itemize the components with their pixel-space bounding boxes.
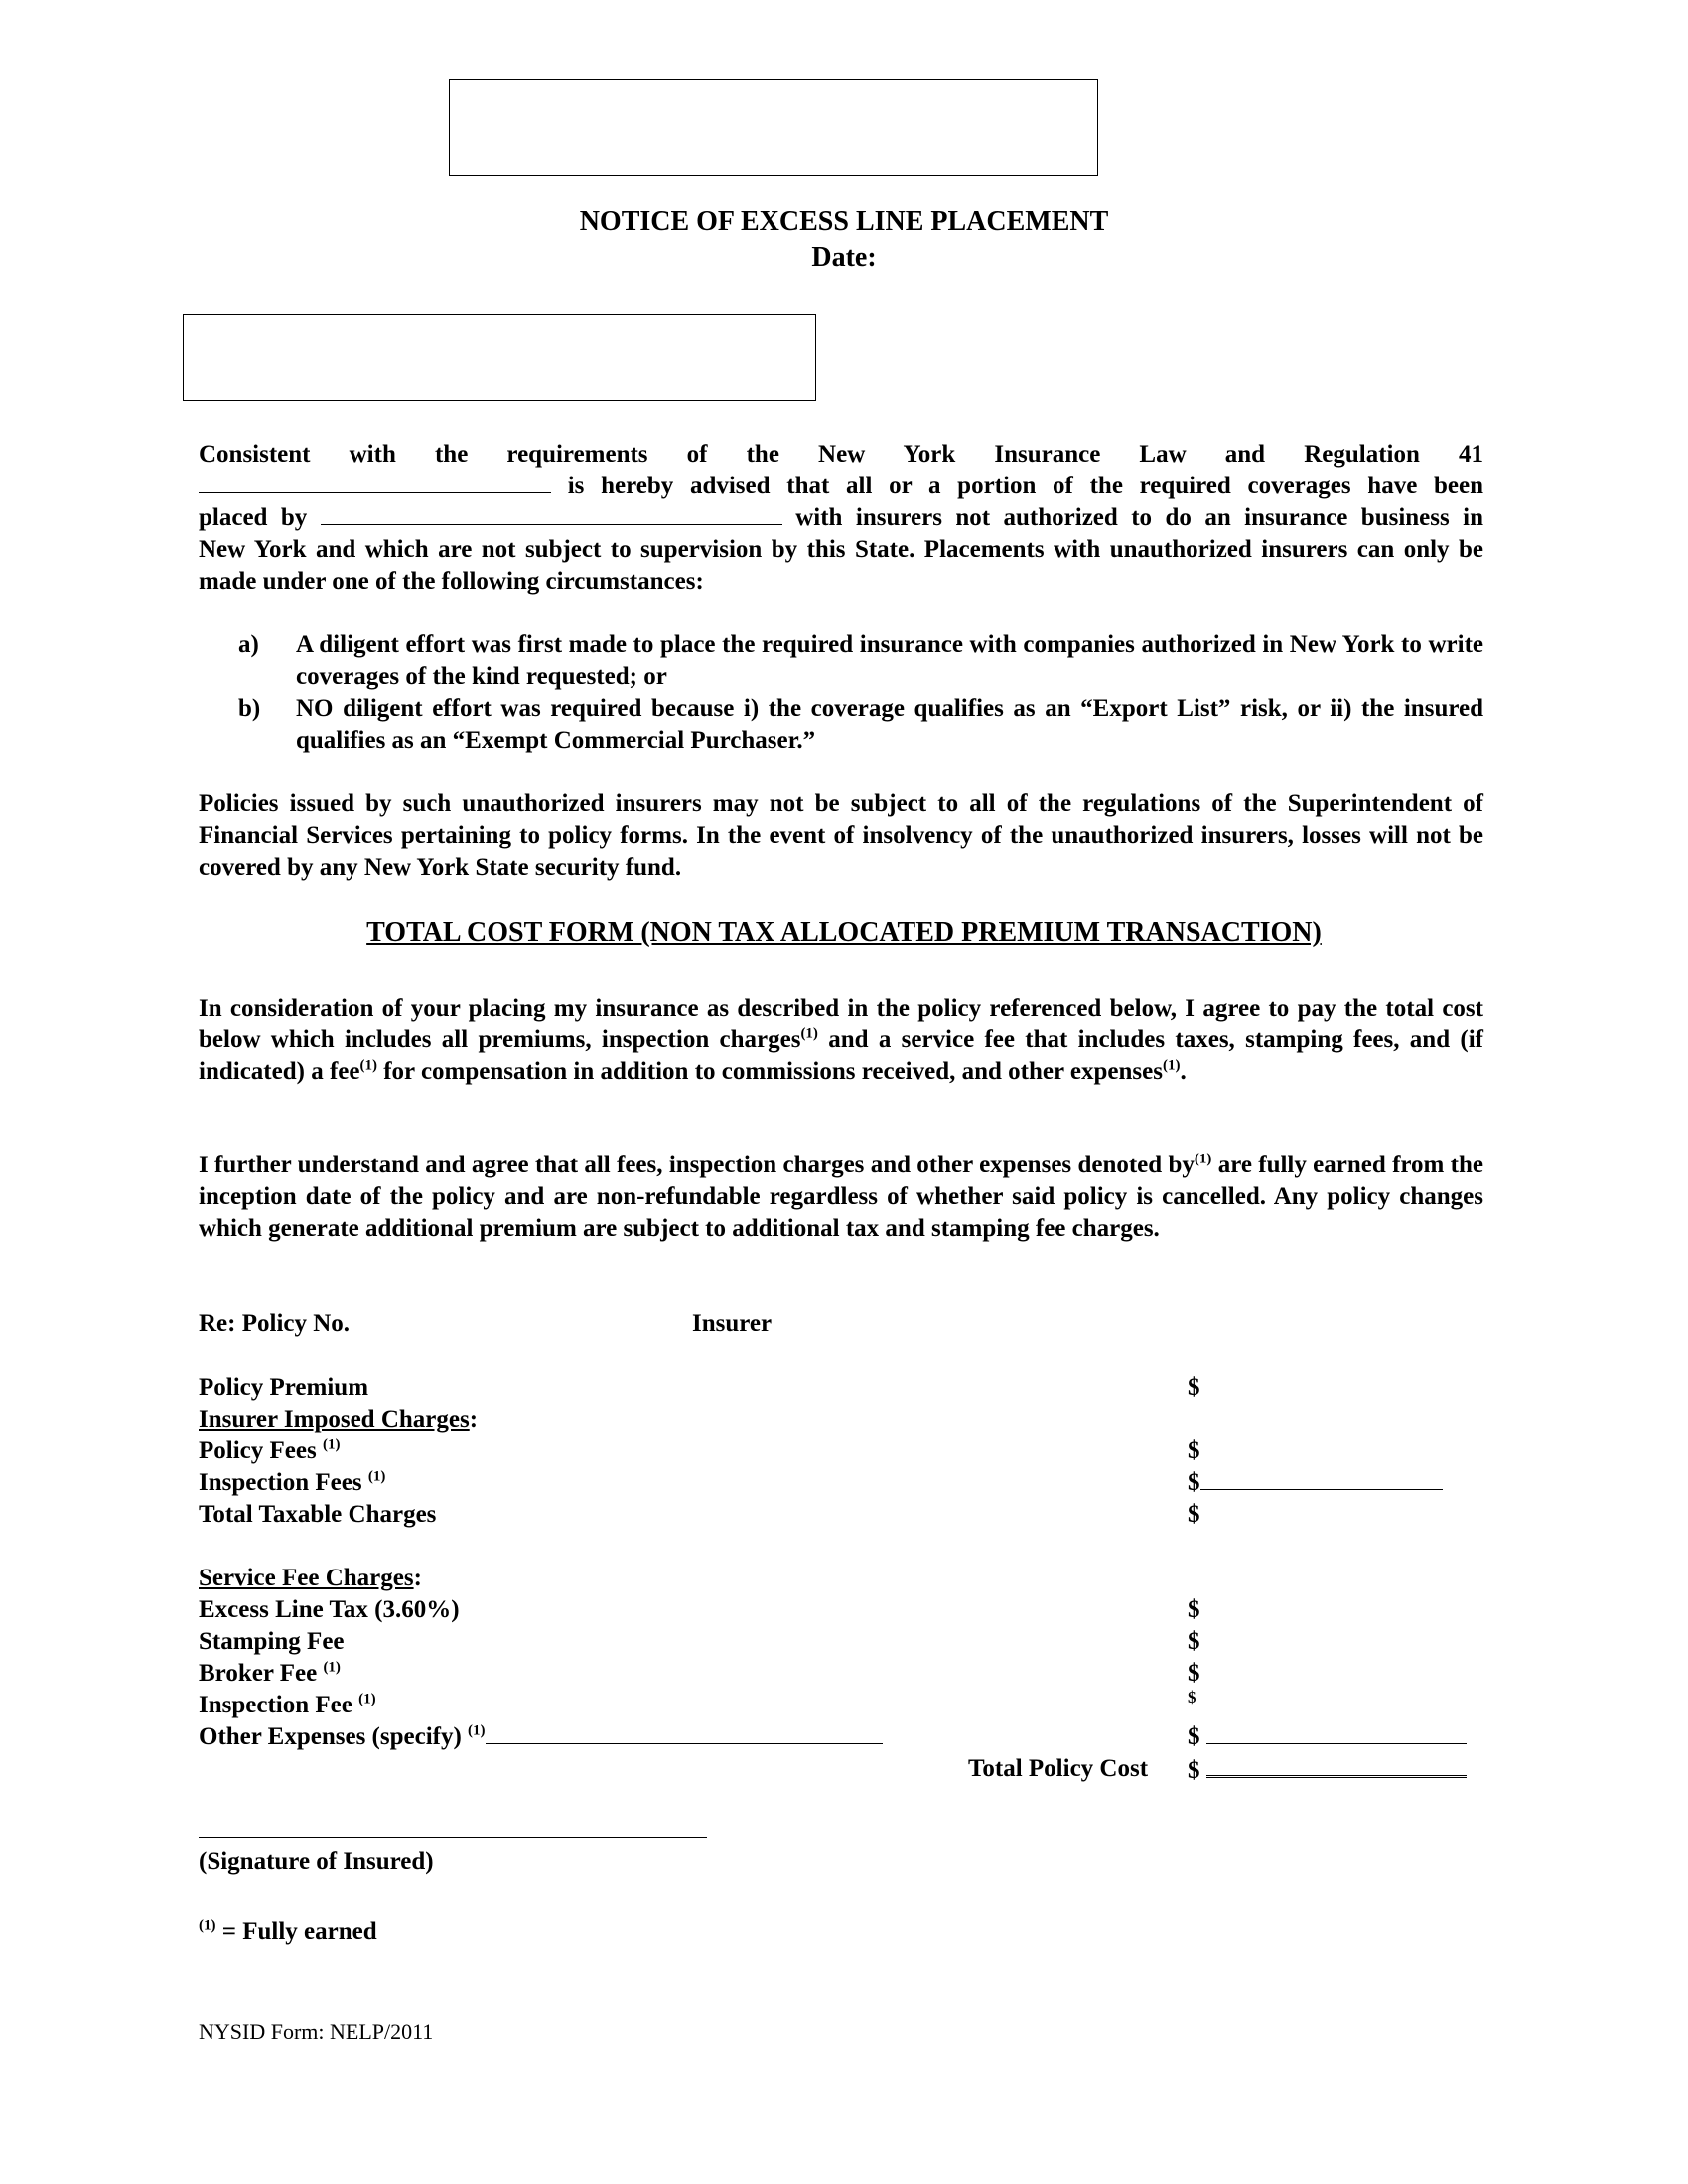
footnote-ref: (1) (359, 1057, 377, 1074)
other-expenses-blank[interactable] (1206, 1721, 1467, 1744)
broker-fee-amount[interactable]: $ (1188, 1660, 1200, 1687)
policy-fees-label (199, 1435, 340, 1467)
placed-by-label: placed by (199, 504, 308, 531)
form-id: NYSID Form: NELP/2011 (199, 2019, 434, 2044)
other-expenses-text: Other Expenses (specify) (199, 1723, 462, 1750)
intro-line-4: New York and which are not subject to supervision by this State. Placements with unauthorized insurers can only be made under one of the following circumstances: (199, 536, 1483, 595)
heading-colon: : (469, 1406, 479, 1433)
policies-paragraph: Policies issued by such unauthorized insurers may not be subject to all of the regulations of the Superintendent of Financial Services pertaining to policy forms. In the event of insolvency of the unauthorized insurers, losses will not be covered by any New York State security fund. (199, 790, 1483, 881)
consideration-text-2: and a service fee that includes taxes, stamping fees, and (if indicated) a fee (199, 1026, 1483, 1085)
currency-symbol: $ (1188, 1723, 1200, 1750)
footnote-ref: (1) (1162, 1057, 1181, 1074)
circumstances-list (238, 629, 1483, 756)
page-title: NOTICE OF EXCESS LINE PLACEMENT (579, 206, 1109, 237)
service-fee-heading-text: Service Fee Charges (199, 1565, 414, 1591)
intro-line-1: Consistent with the requirements of the New York Insurance Law and Regulation 41 (199, 441, 1483, 468)
insurer-imposed-heading (199, 1404, 478, 1435)
date-label: Date: (811, 242, 877, 273)
footnote (199, 1916, 377, 1948)
total-policy-cost-amount[interactable] (1188, 1753, 1467, 1787)
stamping-fee-amount[interactable]: $ (1188, 1628, 1200, 1655)
other-expenses-amount[interactable] (1188, 1721, 1467, 1753)
consideration-text-4: . (1180, 1058, 1187, 1085)
excess-line-tax-amount[interactable]: $ (1188, 1596, 1200, 1623)
list-marker: b) (238, 695, 261, 722)
heading-colon: : (413, 1565, 422, 1591)
inspection-fees-amount[interactable] (1188, 1467, 1443, 1499)
insurer-label: Insurer (692, 1310, 773, 1337)
policy-fees-amount[interactable]: $ (1188, 1437, 1200, 1464)
consideration-text-1: In consideration of your placing my insurance as described in the policy referenced below, I agree to pay the total cost below which includes all premiums, inspection charges (199, 995, 1483, 1053)
consideration-text-3: for compensation in addition to commissions received, and other expenses (376, 1058, 1163, 1085)
signature-label: (Signature of Insured) (199, 1848, 434, 1875)
inspection-fee-label (199, 1690, 376, 1721)
list-item (238, 629, 1483, 693)
agreement-text-2: are fully earned from the inception date of the policy and are non-refundable regardless of whether said policy is cancelled. Any policy changes which generate additional premium are subject to additional tax and stamping fee charges. (199, 1152, 1483, 1242)
policy-no-label: Re: Policy No. (199, 1310, 351, 1337)
broker-fee-label (199, 1658, 341, 1690)
consideration-paragraph (199, 993, 1483, 1088)
insured-name-blank[interactable] (199, 471, 551, 493)
policy-premium-label: Policy Premium (199, 1374, 369, 1401)
other-expenses-specify-blank[interactable] (486, 1721, 883, 1744)
broker-fee-text: Broker Fee (199, 1660, 318, 1687)
footnote-marker: (1) (199, 1917, 216, 1934)
address-field-box[interactable] (183, 314, 816, 401)
footnote-text: = Fully earned (215, 1918, 377, 1945)
footnote-ref: (1) (468, 1722, 486, 1739)
intro-line-2-text: is hereby advised that all or a portion of the required coverages have been (567, 473, 1483, 499)
list-item-text: A diligent effort was first made to place the required insurance with companies authorized in New York to write coverages of the kind requested; or (296, 631, 1483, 690)
agreement-paragraph (199, 1150, 1483, 1245)
stamping-fee-label: Stamping Fee (199, 1628, 345, 1655)
footnote-ref: (1) (367, 1468, 386, 1485)
insurer-imposed-heading-text: Insurer Imposed Charges (199, 1406, 470, 1433)
intro-line-3-text: with insurers not authorized to do an insurance business in (795, 504, 1484, 531)
inspection-fee-text: Inspection Fee (199, 1692, 352, 1718)
currency-symbol: $ (1188, 1469, 1200, 1496)
list-marker: a) (238, 631, 259, 658)
policy-premium-amount[interactable]: $ (1188, 1374, 1200, 1401)
intro-paragraph (199, 439, 1483, 598)
total-taxable-label: Total Taxable Charges (199, 1501, 437, 1528)
policy-fees-text: Policy Fees (199, 1437, 317, 1464)
list-item-text: NO diligent effort was required because i) the coverage qualifies as an “Export List” risk, or ii) the insured qualifies as an “Exempt Commercial Purchaser.” (296, 695, 1483, 753)
total-taxable-amount[interactable]: $ (1188, 1501, 1200, 1528)
inspection-fees-text: Inspection Fees (199, 1469, 362, 1496)
other-expenses-label (199, 1721, 883, 1753)
footnote-ref: (1) (1194, 1151, 1212, 1167)
broker-name-blank[interactable] (321, 502, 782, 525)
service-fee-heading (199, 1563, 422, 1594)
intro-line-2 (199, 471, 1483, 502)
footnote-ref: (1) (322, 1436, 341, 1453)
total-policy-cost-blank[interactable] (1206, 1753, 1467, 1778)
currency-symbol: $ (1188, 1757, 1200, 1784)
total-cost-heading: TOTAL COST FORM (NON TAX ALLOCATED PREMIUM TRANSACTION) (366, 917, 1322, 948)
inspection-fees-label (199, 1467, 385, 1499)
excess-line-tax-label: Excess Line Tax (3.60%) (199, 1596, 460, 1623)
inspection-fees-blank[interactable] (1200, 1467, 1443, 1490)
agreement-text-1: I further understand and agree that all fees, inspection charges and other expenses denoted by (199, 1152, 1195, 1178)
footnote-ref: (1) (323, 1659, 341, 1676)
footnote-ref: (1) (800, 1025, 818, 1042)
list-item (238, 693, 1483, 756)
total-policy-cost-label: Total Policy Cost (968, 1755, 1149, 1782)
top-field-box[interactable] (449, 79, 1098, 176)
footnote-ref: (1) (358, 1691, 376, 1707)
signature-line[interactable] (199, 1837, 707, 1838)
intro-line-3 (199, 502, 1483, 534)
inspection-fee-amount[interactable]: $ (1188, 1688, 1196, 1706)
